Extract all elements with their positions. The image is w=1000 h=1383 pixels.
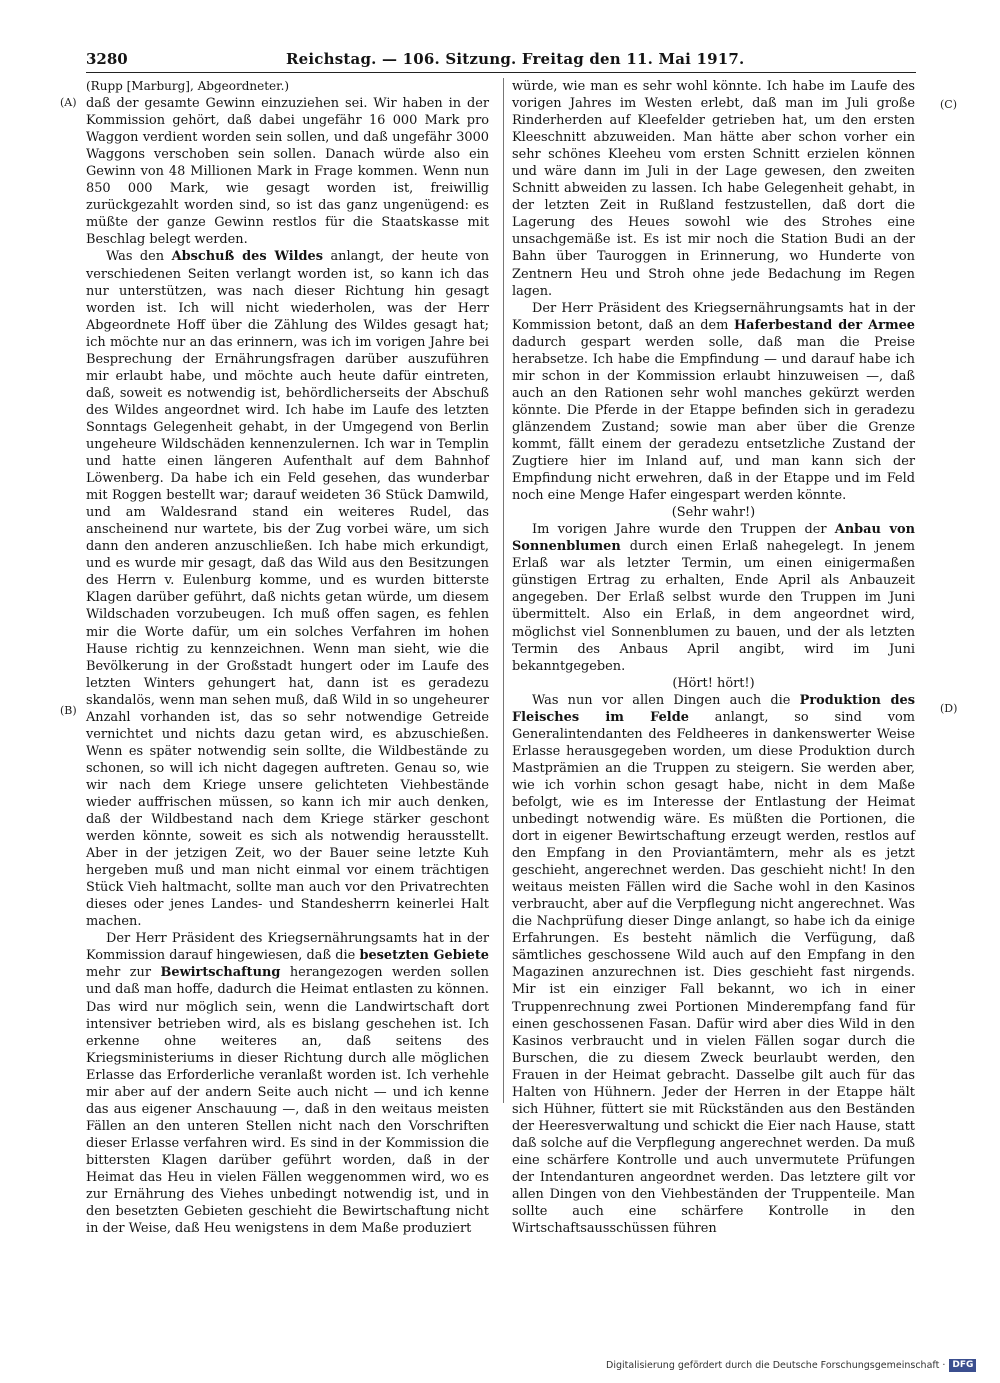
right-column (512, 78, 916, 1237)
running-title: Reichstag. — 106. Sitzung. Freitag den 11. Mai 1917. (286, 50, 745, 68)
paragraph: Der Herr Präsident des Kriegsernährungsamts hat in der Kommission darauf hingewiesen, daß die besetzten Gebiete mehr zur Bewirtschaftung herangezogen werden sollen und daß man hoffe, dadurch die Heimat entlasten zu können. Das wird nur möglich sein, wenn die Landwirtschaft dort intensiver betrieben wird, als es bislang geschehen ist. Ich erkenne ohne weiteres an, daß seitens des Kriegsministeriums in dieser Richtung durch alle möglichen Erlasse das Erforderliche veranlaßt worden ist. Ich verhehle mir aber auf der andern Seite auch nicht — und ich kenne das aus eigener Anschauung —, daß in den weitaus meisten Fällen an den unteren Stellen nicht nach den Vorschriften dieser Erlasse verfahren wird. Es sind in der Kommission die bittersten Klagen darüber geführt worden, daß in der Heimat das Heu in vielen Fällen weggenommen wird, wo es zur Ernährung des Viehes unbedingt notwendig ist, und in den besetzten Gebieten geschieht die Bewirtschaftung nicht in der Weise, daß Heu wenigstens in dem Maße produziert (86, 931, 489, 1237)
page-header (86, 48, 916, 72)
emphasis: Produktion des Fleisches im Felde (512, 692, 915, 725)
emphasis: Haferbestand der Armee (733, 317, 916, 333)
paragraph: würde, wie man es sehr wohl könnte. Ich habe im Laufe des vorigen Jahres im Westen erlebt, daß man im Juli große Rinderherden auf Kleefelder getrieben hat, um den ersten Kleeschnitt abzuweiden. Man hätte aber schon vorher ein sehr schönes Kleeheu vom ersten Schnitt erzielen können und wäre dann im Juli in der Lage gewesen, den zweiten Schnitt abweiden zu lassen. Ich habe Gelegenheit gehabt, in der letzten Zeit in Rußland festzustellen, daß dort die Lagerung des Heues sowohl wie des Strohes eine unsachgemäße ist. Es ist mir noch die Station Budi an der Bahn über Tauroggen in Erinnerung, wo Hunderte von Zentnern Heu und Stroh ohne jede Bedachung im Regen lagen. (512, 79, 915, 299)
footer-text: Digitalisierung gefördert durch die Deutsche Forschungsgemeinschaft · (606, 1360, 946, 1371)
left-column (86, 78, 490, 1237)
column-divider (503, 78, 504, 1103)
margin-mark-a: (A) (60, 96, 77, 109)
interjection: (Hört! hört!) (672, 675, 755, 691)
header-rule (86, 72, 916, 73)
digitization-footer (606, 1359, 974, 1375)
interjection: (Sehr wahr!) (671, 505, 756, 521)
emphasis: Bewirtschaftung (160, 965, 281, 981)
dfg-logo-icon: DFG (949, 1359, 976, 1372)
paragraph: Was den Abschuß des Wildes anlangt, der heute von verschiedenen Seiten verlangt worden ist, so kann ich das nur unterstützen, was nach dieser Richtung hin gesagt worden ist. Ich will nicht wiederholen, was der Herr Abgeordnete Hoff über die Zählung des Wildes gesagt hat; ich möchte nur an das erinnern, was ich im vorigen Jahre bei Besprechung der Ernährungsfragen darüber auszuführen mir erlaubt habe, und möchte auch heute dafür eintreten, daß, soweit es notwendig ist, behördlicherseits der Abschuß des Wildes angeordnet wird. Ich habe im Laufe des letzten Sonntags Gelegenheit gehabt, in der Umgegend von Berlin ungeheure Wildschäden kennenzulernen. Ich war in Templin und hatte einen längeren Aufenthalt auf dem Bahnhof Löwenberg. Da habe ich ein Feld gesehen, das wunderbar mit Roggen bestellt war; darauf weideten 36 Stück Damwild, und am Waldesrand stand ein weiteres Rudel, das anscheinend nur wartete, bis der Zug vorbei wäre, um sich dann den anderen anzuschließen. Ich habe mich erkundigt, und es wurde mir gesagt, daß das Wild aus den Besitzungen des Herrn v. Eulenburg komme, und es wurden bitterste Klagen darüber geführt, daß nichts getan würde, um diesem Wildschaden vorzubeugen. Ich muß offen sagen, es fehlen mir die Worte dafür, um ein solches Verfahren im hohen Hause richtig zu kennzeichnen. Wenn man sieht, wie die Bevölkerung in der Großstadt hungert oder im Laufe des letzten Winters gehungert hat, dann ist es geradezu skandalös, wenn man sehen muß, daß Wild in so ungeheurer Anzahl vorhanden ist, das so sehr notwendige Getreide vernichtet und nichts dazu getan wird, es abzuschießen. Wenn es später notwendig sein sollte, die Wildbestände zu schonen, so will ich nicht dagegen auftreten. Genau so, wie wir nach dem Kriege unsere gelichteten Viehbestände wieder auffrischen müssen, so kann ich mir auch denken, daß der Wildbestand nach dem Kriege stärker geschont werden könnte, soweit es sich als notwendig herausstellt. Aber in der jetzigen Zeit, wo der Bauer seine letzte Kuh hergeben muß und man nicht einmal vor einem trächtigen Stück Vieh haltmacht, sollte man auch vor den Privatrechten dieses oder jenes Landes- und Standesherrn keinerlei Halt machen. (86, 249, 490, 930)
emphasis: Abschuß des Wildes (171, 249, 323, 265)
margin-mark-c: (C) (940, 98, 957, 111)
page-number: 3280 (86, 50, 128, 68)
margin-mark-b: (B) (60, 704, 77, 717)
paragraph: Was nun vor allen Dingen auch die Produktion des Fleisches im Felde anlangt, so sind vom Generalintendanten des Feldheeres in dankenswerter Weise Erlasse herausgegeben worden, um diese Produktion durch Mastprämien an die Truppen zu steigern. Sie werden aber, wie ich vorhin schon gesagt habe, nicht in dem Maße befolgt, wie es im Interesse der Entlastung der Heimat unbedingt notwendig wäre. Es müßten die Portionen, die dort in eigener Bewirtschaftung erzeugt werden, restlos auf den Empfang in den Proviantämtern, mehr als es jetzt geschieht, angerechnet werden. Das geschieht nicht! In den weitaus meisten Fällen wird die Sache wohl in den Kasinos verbraucht, aber auf die Verpflegung nicht angerechnet. Was die Nachprüfung dieser Dinge anlangt, so habe ich da einige Erfahrungen. Es besteht nämlich die Verfügung, daß sämtliches geschossene Wild auch auf den Empfang in den Magazinen anzurechnen ist. Dies geschieht fast nirgends. Mir ist ein einziger Fall bekannt, wo ich in einer Truppenrechnung zwei Portionen Minderempfang fand für einen geschossenen Fasan. Dafür wird aber dies Wild in den Kasinos verbraucht und in vielen Fällen sogar durch die Burschen, die zu diesem Zweck beurlaubt werden, den Frauen in der Heimat gebracht. Dasselbe gilt auch für das Halten von Hühnern. Jeder der Herren in der Etappe hält sich Hühner, füttert sie mit Rückständen aus den Beständen der Heeresverwaltung und schickt die Eier nach Hause, statt daß solche auf die Verpflegung angerechnet werden. Da muß eine schärfere Kontrolle und auch unvermutete Prüfungen der Intendanturen angeordnet werden. Das letztere gilt vor allen Dingen von den Viehbeständen der Truppenteile. Man sollte auch eine schärfere Kontrolle in den Wirtschaftsausschüssen führen (512, 692, 915, 1237)
margin-mark-d: (D) (940, 702, 958, 715)
emphasis: besetzten Gebiete (359, 948, 489, 964)
emphasis: Anbau von Sonnenblumen (512, 522, 915, 555)
paragraph: Im vorigen Jahre wurde den Truppen der Anbau von Sonnenblumen durch einen Erlaß nahegelegt. In jenem Erlaß war als letzter Termin, um einen einigermaßen günstigen Ertrag zu erhalten, Ende April als Anbauzeit angegeben. Der Erlaß selbst wurde den Truppen im Juni übermittelt. Also ein Erlaß, in dem angeordnet wird, möglichst viel Sonnenblumen zu bauen, und der als letzten Termin des Anbaus April angibt, wird im Juni bekanntgegeben. (512, 522, 915, 674)
speaker-attribution: (Rupp [Marburg], Abgeordneter.) (86, 79, 290, 93)
paragraph: Der Herr Präsident des Kriegsernährungsamts hat in der Kommission betont, daß an dem Haferbestand der Armee dadurch gespart werden solle, daß man die Preise herabsetze. Ich habe die Empfindung — und darauf habe ich mir schon in der Kommission erlaubt hinzuweisen —, daß auch an den Rationen sehr wohl manches gekürzt werden könnte. Die Pferde in der Etappe befinden sich in geradezu glänzendem Zustand; sowie man aber über die Grenze kommt, fällt einem der geradezu entsetzliche Zustand der Zugtiere hier im Inland auf, und man kann sich der Empfindung nicht erwehren, daß in der Etappe und im Feld noch eine Menge Hafer eingespart werden könnte. (512, 300, 916, 504)
paragraph: daß der gesamte Gewinn einzuziehen sei. Wir haben in der Kommission gehört, daß dabei ungefähr 16 000 Mark pro Waggon verdient worden sein sollen, und daß ungefähr 3000 Waggons verschoben sein sollen. Danach würde also ein Gewinn von 48 Millionen Mark in Frage kommen. Wenn nun 850 000 Mark, wie gesagt worden ist, freiwillig zurückgezahlt worden sind, so ist das ganz ungenügend: es müßte der ganze Gewinn restlos für die Staatskasse mit Beschlag belegt werden. (86, 96, 489, 248)
